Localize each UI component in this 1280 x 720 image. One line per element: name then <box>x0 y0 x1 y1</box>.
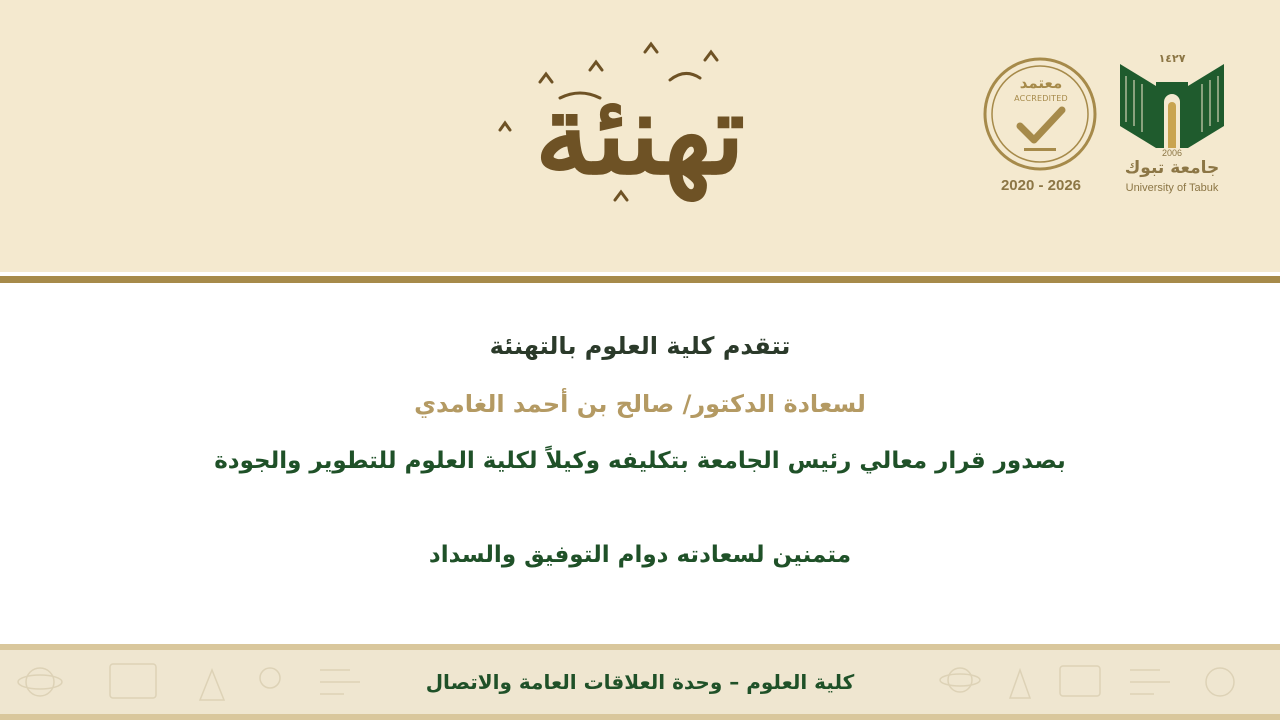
university-logo <box>1112 52 1232 202</box>
accreditation-label-ar: معتمد <box>1019 74 1063 92</box>
university-name-en: University of Tabuk <box>1125 182 1219 194</box>
accreditation-badge <box>980 56 1102 196</box>
footer-caption: كلية العلوم – وحدة العلاقات العامة والاتصال <box>425 670 855 694</box>
message-closing: متمنين لسعادته دوام التوفيق والسداد <box>428 542 852 568</box>
message-line-3: بصدور قرار معالي رئيس الجامعة بتكليفه وكيلاً لكلية العلوم للتطوير والجودة <box>214 448 1066 474</box>
header-banner <box>0 0 1280 272</box>
message-recipient: لسعادة الدكتور/ صالح بن أحمد الغامدي <box>414 390 866 418</box>
university-founded: 2006 <box>1161 148 1183 158</box>
university-name-ar: جامعة تبوك <box>1124 158 1220 178</box>
page-title: تهنئة <box>534 69 746 200</box>
message-line-1: تتقدم كلية العلوم بالتهنئة <box>489 332 791 360</box>
footer-bottom-border <box>0 714 1280 720</box>
header-divider <box>0 276 1280 283</box>
footer-banner <box>0 644 1280 720</box>
university-hijri-year: ١٤٢٧ <box>1158 52 1186 65</box>
university-emblem-icon <box>1112 56 1232 152</box>
accreditation-label-en: ACCREDITED <box>1014 94 1068 103</box>
accreditation-years: 2020 - 2026 <box>1000 177 1082 194</box>
